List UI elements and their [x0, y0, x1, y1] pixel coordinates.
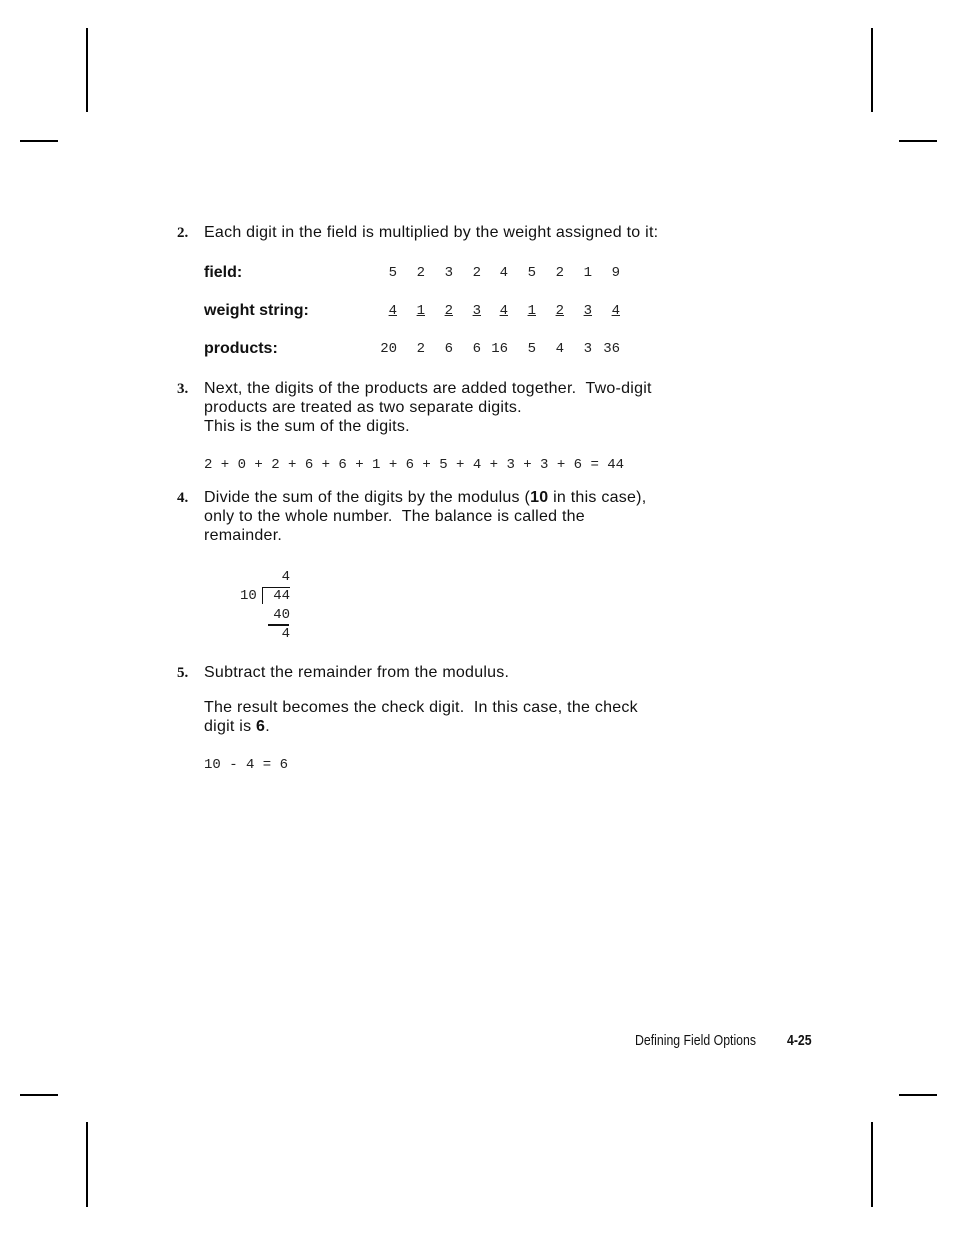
product-value: 2	[416, 341, 425, 357]
step-4-line-1-start: Divide the sum of the digits by the modulus (	[204, 489, 531, 506]
field-value: 2	[555, 265, 564, 281]
weight-value: 2	[555, 303, 564, 319]
step-5-line-2: The result becomes the check digit. In this case, the check	[204, 699, 638, 716]
step-4-line-1	[204, 489, 646, 507]
step-5-line-3-end: .	[265, 718, 270, 735]
crop-mark-bottom-right-vertical	[871, 1122, 873, 1207]
step-3-line-3: This is the sum of the digits.	[204, 418, 410, 435]
step-5-number: 5.	[177, 665, 189, 681]
step-5-line-3	[204, 718, 270, 736]
crop-mark-top-left-vertical	[86, 28, 88, 112]
modulus-value: 10	[530, 489, 549, 506]
weight-value: 1	[416, 303, 425, 319]
product-value: 6	[472, 341, 481, 357]
weight-value: 4	[499, 303, 508, 319]
digit-sum-formula: 2 + 0 + 2 + 6 + 6 + 1 + 6 + 5 + 4 + 3 + 3 + 6 = 44	[204, 457, 625, 473]
weight-row-label: weight string:	[204, 302, 309, 319]
weight-value: 4	[611, 303, 620, 319]
product-value: 5	[527, 341, 536, 357]
weight-value: 4	[388, 303, 397, 319]
field-value: 9	[611, 265, 620, 281]
division-remainder: 4	[281, 626, 290, 642]
product-value: 6	[444, 341, 453, 357]
product-value: 3	[583, 341, 592, 357]
product-value: 36	[603, 341, 620, 357]
step-2-text: Each digit in the field is multiplied by the weight assigned to it:	[204, 224, 659, 241]
field-value: 2	[472, 265, 481, 281]
division-dividend: 44	[273, 588, 290, 604]
check-digit-value: 6	[256, 718, 266, 735]
footer-page-number: 4-25	[787, 1032, 812, 1049]
crop-mark-top-right-horizontal	[899, 140, 937, 142]
division-divisor: 10	[240, 588, 257, 604]
field-value: 5	[388, 265, 397, 281]
crop-mark-bottom-left-vertical	[86, 1122, 88, 1207]
field-value: 3	[444, 265, 453, 281]
field-value: 2	[416, 265, 425, 281]
weight-value: 2	[444, 303, 453, 319]
product-value: 16	[491, 341, 508, 357]
division-subtract: 40	[273, 607, 290, 623]
crop-mark-top-right-vertical	[871, 28, 873, 112]
step-4-number: 4.	[177, 490, 189, 506]
weight-value: 1	[527, 303, 536, 319]
division-quotient: 4	[281, 569, 290, 585]
check-digit-formula: 10 - 4 = 6	[204, 757, 289, 773]
step-5-line-3-start: digit is	[204, 718, 257, 735]
field-row-label: field:	[204, 264, 243, 281]
step-3-number: 3.	[177, 381, 189, 397]
field-value: 1	[583, 265, 592, 281]
field-value: 4	[499, 265, 508, 281]
step-5-line-1: Subtract the remainder from the modulus.	[204, 664, 510, 681]
step-2-number: 2.	[177, 225, 189, 241]
crop-mark-bottom-left-horizontal	[20, 1094, 58, 1096]
step-4-line-3: remainder.	[204, 527, 283, 544]
weight-value: 3	[583, 303, 592, 319]
step-3-line-1: Next, the digits of the products are added together. Two-digit	[204, 380, 652, 397]
step-3-line-2: products are treated as two separate digits.	[204, 399, 522, 416]
product-value: 4	[555, 341, 564, 357]
crop-mark-bottom-right-horizontal	[899, 1094, 937, 1096]
step-4-line-2: only to the whole number. The balance is called the	[204, 508, 585, 525]
weight-value: 3	[472, 303, 481, 319]
footer-section-title: Defining Field Options	[635, 1032, 757, 1049]
product-value: 20	[380, 341, 397, 357]
products-row-label: products:	[204, 340, 278, 357]
crop-mark-top-left-horizontal	[20, 140, 58, 142]
field-value: 5	[527, 265, 536, 281]
step-4-line-1-end: in this case),	[548, 489, 647, 506]
